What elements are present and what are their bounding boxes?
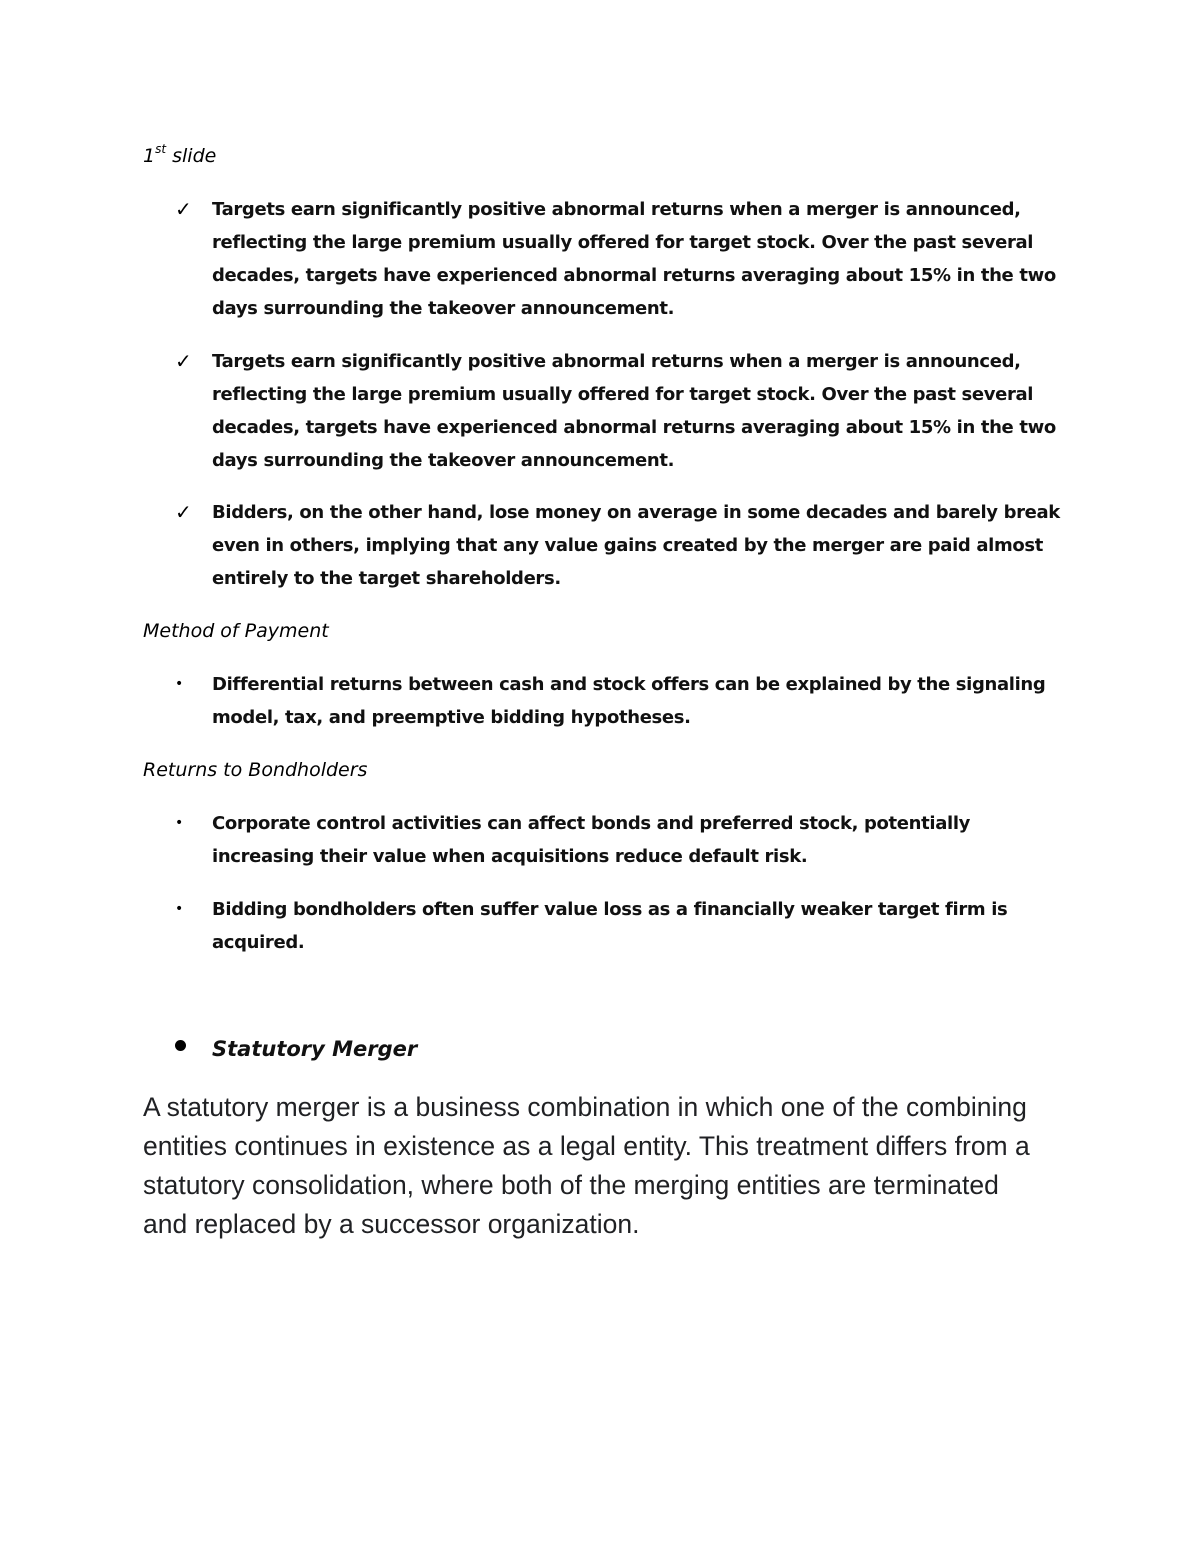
check-list-item	[143, 496, 1063, 595]
list-item-text: Differential returns between cash and stock offers can be explained by the signaling model, tax, and preemptive bidding hypotheses.	[212, 674, 1046, 728]
statutory-merger-title: Statutory Merger	[212, 1037, 418, 1061]
returns-to-bondholders-heading: Returns to Bondholders	[143, 759, 368, 781]
checkmark-icon: ✓	[175, 500, 192, 524]
slide-heading: 1st slide	[143, 141, 217, 167]
check-list-item	[143, 193, 1063, 325]
bullet-list-item	[143, 668, 1063, 734]
statutory-merger-paragraph: A statutory merger is a business combination in which one of the combining entities continues in existence as a legal entity. This treatment differs from a statutory consolidation, where both of the merging entities are terminated and replaced by a successor organization.	[143, 1092, 1030, 1239]
list-item-text: Targets earn significantly positive abnormal returns when a merger is announced, reflecting the large premium usually offered for target stock. Over the past several decades, targets have experienced abnormal returns averaging about 15% in the two days surrounding the takeover announcement.	[212, 351, 1056, 471]
bullet-list-item	[143, 807, 1063, 873]
bullet-list-item	[143, 893, 1063, 959]
check-list-item	[143, 345, 1063, 477]
bullet-icon: •	[175, 901, 184, 917]
list-item-text: Bidding bondholders often suffer value loss as a financially weaker target firm is acquired.	[212, 899, 1008, 953]
list-item-text: Bidders, on the other hand, lose money on average in some decades and barely break even in others, implying that any value gains created by the merger are paid almost entirely to the target shareholders.	[212, 502, 1060, 589]
bullet-icon: •	[175, 676, 184, 692]
list-item-text: Targets earn significantly positive abnormal returns when a merger is announced, reflecting the large premium usually offered for target stock. Over the past several decades, targets have experienced abnormal returns averaging about 15% in the two days surrounding the takeover announcement.	[212, 199, 1056, 319]
checkmark-icon: ✓	[175, 349, 192, 373]
filled-bullet-icon	[175, 1040, 186, 1051]
bullet-icon: •	[175, 815, 184, 831]
list-item-text: Corporate control activities can affect bonds and preferred stock, potentially increasing their value when acquisitions reduce default risk.	[212, 813, 971, 867]
method-of-payment-heading: Method of Payment	[143, 620, 329, 642]
statutory-merger-heading	[143, 1034, 843, 1068]
checkmark-icon: ✓	[175, 197, 192, 221]
